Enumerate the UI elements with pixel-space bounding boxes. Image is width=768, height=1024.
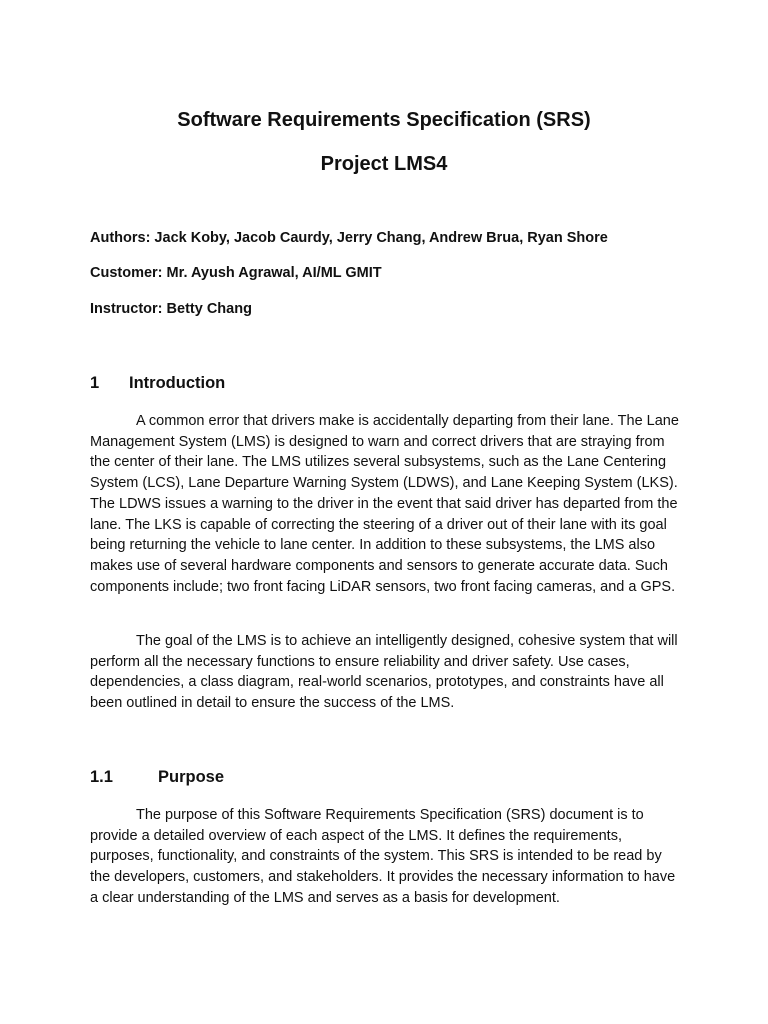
authors-line: Authors: Jack Koby, Jacob Caurdy, Jerry Chang, Andrew Brua, Ryan Shore — [90, 230, 608, 246]
section-heading-purpose — [90, 767, 224, 787]
section-number: 1.1 — [90, 768, 113, 786]
instructor-line: Instructor: Betty Chang — [90, 301, 252, 317]
purpose-paragraph-1: The purpose of this Software Requirements Specification (SRS) document is to provide a detailed overview of each aspect of the LMS. It defines the requirements, purposes, functionality, and constraints of the system. This SRS is intended to be read by the developers, customers, and stakeholders. It provides the necessary information to have a clear understanding of the LMS and serves as a basis for development. — [90, 807, 676, 906]
section-number: 1 — [90, 374, 100, 392]
customer-line: Customer: Mr. Ayush Agrawal, AI/ML GMIT — [90, 265, 382, 281]
introduction-paragraph-1: A common error that drivers make is accidentally departing from their lane. The Lane Management System (LMS) is designed to warn and correct drivers that are straying from the center of their lane. The LMS utilizes several subsystems, such as the Lane Centering System (LCS), Lane Departure Warning System (LDWS), and Lane Keeping System (LKS). The LDWS issues a warning to the driver in the event that said driver has departed from the lane. The LKS is capable of correcting the steering of a driver out of their lane with its goal being returning the vehicle to lane center. In addition to these subsystems, the LMS also makes use of several hardware components and sensors to generate accurate data. Such components include; two front facing LiDAR sensors, two front facing cameras, and a GPS. — [90, 413, 679, 595]
section-heading-introduction — [90, 373, 225, 393]
section-title: Purpose — [158, 768, 225, 786]
document-subtitle: Project LMS4 — [320, 153, 448, 175]
introduction-paragraph-2: The goal of the LMS is to achieve an intelligently designed, cohesive system that will perform all the necessary functions to ensure reliability and driver safety. Use cases, dependencies, a class diagram, real-world scenarios, prototypes, and constraints have all been outlined in detail to ensure the success of the LMS. — [90, 633, 678, 712]
section-title: Introduction — [129, 374, 226, 392]
document-title: Software Requirements Specification (SRS) — [177, 109, 591, 131]
